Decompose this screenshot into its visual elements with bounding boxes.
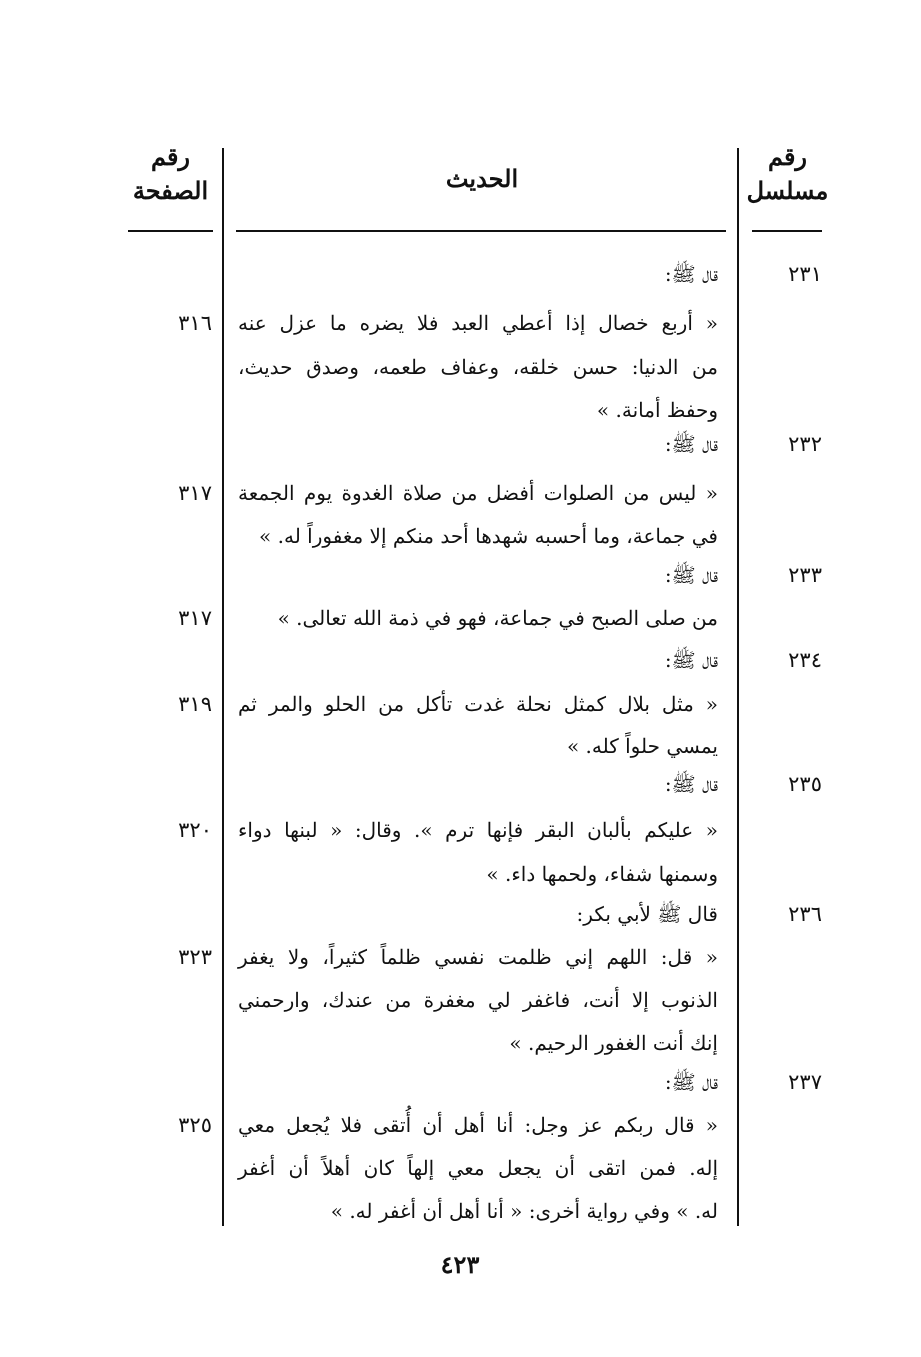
hadith-column-header: الحديث — [445, 164, 519, 193]
entry-serial: ٢٣٥ — [788, 772, 822, 796]
hadith-line: « قال ربكم عز وجل: أنا أهل أن أُتقى فلا يُجعل معي — [238, 1113, 718, 1137]
entry-serial: ٢٣١ — [788, 262, 822, 286]
entry-serial: ٢٣٦ — [788, 902, 822, 926]
hadith-line: قال ﷺ: — [664, 772, 718, 796]
entry-page-ref: ٣٢٥ — [178, 1113, 212, 1137]
hadith-line: قال ﷺ لأبي بكر: — [576, 902, 718, 926]
hadith-header-rule — [236, 230, 726, 232]
entry-page-ref: ٣٢٣ — [178, 945, 212, 969]
entry-page-ref: ٣١٧ — [178, 481, 212, 505]
entry-serial: ٢٣٢ — [788, 432, 822, 456]
entry-page-ref: ٣١٦ — [178, 311, 212, 335]
hadith-line: الذنوب إلا أنت، فاغفر لي مغفرة من عندك، وارحمني — [238, 988, 718, 1012]
hadith-line: قال ﷺ: — [664, 262, 718, 286]
hadith-line: وسمنها شفاء، ولحمها داء. » — [486, 862, 718, 886]
entry-serial: ٢٣٣ — [788, 563, 822, 587]
entry-serial: ٢٣٤ — [788, 648, 822, 672]
column-divider-right — [737, 148, 739, 1226]
hadith-line: « مثل بلال كمثل نحلة غدت تأكل من الحلو والمر ثم — [238, 692, 718, 716]
serial-column-header: رقم مسلسل — [746, 142, 829, 205]
hadith-line: قال ﷺ: — [664, 563, 718, 587]
hadith-line: قال ﷺ: — [664, 1070, 718, 1094]
hadith-line: في جماعة، وما أحسبه شهدها أحد منكم إلا مغفوراً له. » — [259, 524, 718, 548]
hadith-line: « عليكم بألبان البقر فإنها ترم ». وقال: « لبنها دواء — [238, 818, 718, 842]
page-header-rule — [128, 230, 213, 232]
hadith-line: « ليس من الصلوات أفضل من صلاة الغدوة يوم الجمعة — [238, 481, 718, 505]
hadith-line: من الدنيا: حسن خلقه، وعفاف طعمه، وصدق حديث، — [238, 355, 718, 379]
hadith-line: إنك أنت الغفور الرحيم. » — [509, 1031, 718, 1055]
hadith-line: وحفظ أمانة. » — [596, 398, 718, 422]
hadith-line: « قل: اللهم إني ظلمت نفسي ظلماً كثيراً، ولا يغفر — [238, 945, 718, 969]
hadith-line: له. » وفي رواية أخرى: « أنا أهل أن أغفر له. » — [330, 1199, 718, 1223]
entry-page-ref: ٣١٧ — [178, 606, 212, 630]
hadith-line: من صلى الصبح في جماعة، فهو في ذمة الله تعالى. » — [277, 606, 718, 630]
entry-page-ref: ٣١٩ — [178, 692, 212, 716]
column-divider-left — [222, 148, 224, 1226]
hadith-line: إله. فمن اتقى أن يجعل معي إلهاً كان أهلاً أن أغفر — [238, 1156, 718, 1180]
hadith-line: قال ﷺ: — [664, 432, 718, 456]
page-column-header: رقم الصفحة — [132, 142, 209, 205]
hadith-line: يمسي حلواً كله. » — [566, 734, 718, 758]
hadith-line: قال ﷺ: — [664, 648, 718, 672]
page-number: ٤٢٣ — [440, 1250, 480, 1279]
entry-page-ref: ٣٢٠ — [178, 818, 212, 842]
hadith-line: « أربع خصال إذا أعطي العبد فلا يضره ما عزل عنه — [238, 311, 718, 335]
entry-serial: ٢٣٧ — [788, 1070, 822, 1094]
serial-header-rule — [752, 230, 822, 232]
